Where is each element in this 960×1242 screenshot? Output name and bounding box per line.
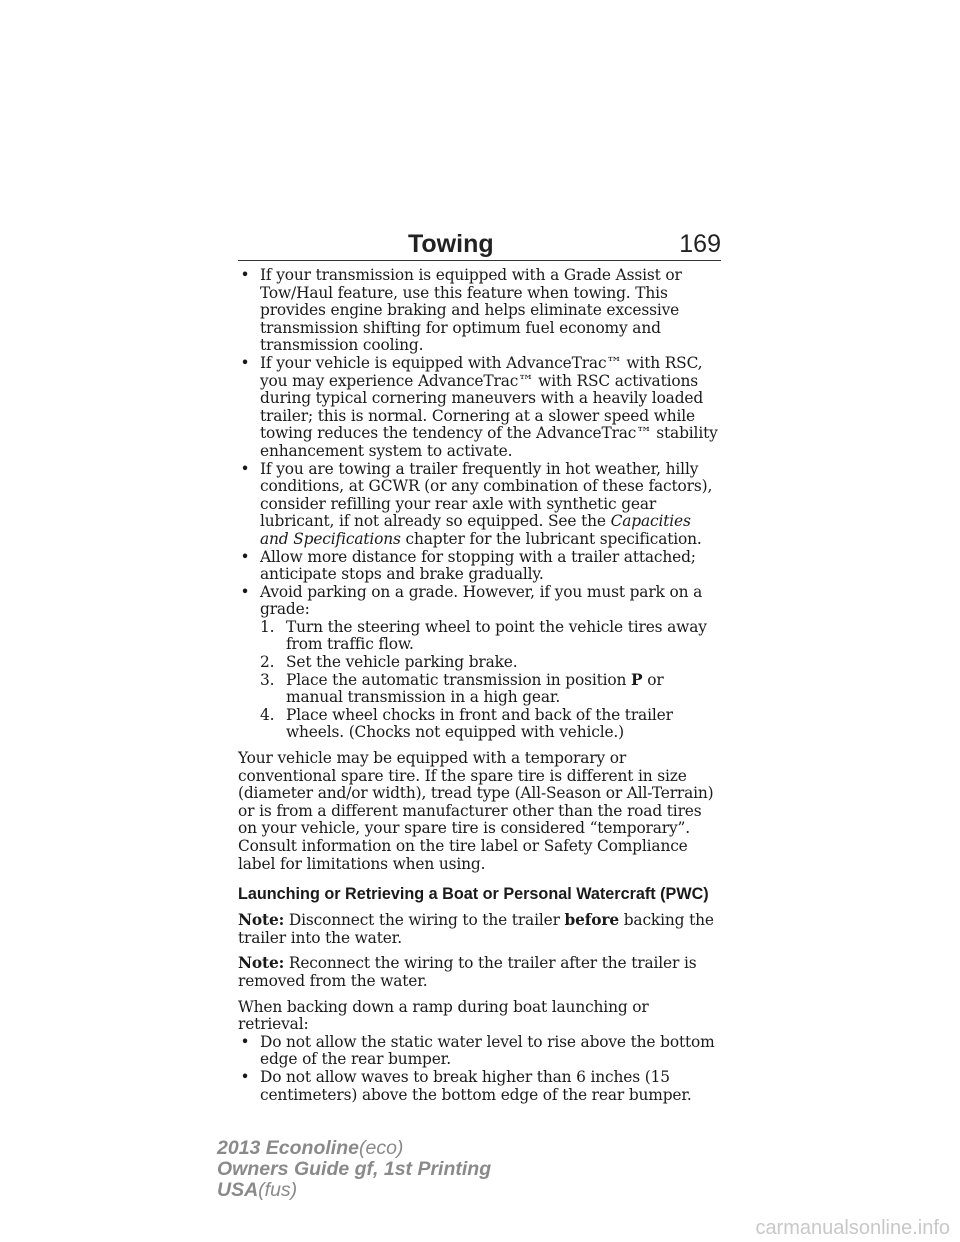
step-number: 1. — [260, 617, 275, 636]
bullet-text: If you are towing a trailer frequently in hot weather, hilly conditions, at GCWR (or any combination of these factors), consider refilling your rear axle with synthetic gear lubricant, if not already so equipped. See the — [260, 459, 713, 531]
parking-steps — [238, 619, 721, 742]
step-2 — [238, 654, 721, 672]
chapter-title: Towing — [408, 230, 494, 258]
bullet-parking — [238, 584, 721, 619]
bullet-dot: • — [240, 353, 250, 372]
page-header — [238, 230, 721, 261]
bullet-dot: • — [240, 582, 250, 601]
step-text: Turn the steering wheel to point the vehicle tires away from traffic flow. — [286, 617, 707, 654]
bullet-waves — [238, 1069, 721, 1104]
footer-market-code: (fus) — [258, 1179, 298, 1201]
ramp-intro: When backing down a ramp during boat launching or retrieval: — [238, 997, 649, 1034]
note-text: Reconnect the wiring to the trailer after the trailer is removed from the water. — [238, 954, 697, 990]
bullet-text: Do not allow the static water level to rise above the bottom edge of the rear bumper. — [260, 1032, 715, 1069]
step-3 — [238, 672, 721, 707]
bullet-text: Allow more distance for stopping with a trailer attached; anticipate stops and brake gradually. — [260, 547, 696, 584]
page-content — [238, 267, 721, 1104]
bullet-dot: • — [240, 547, 250, 566]
step-number: 4. — [260, 705, 275, 724]
bullet-dot: • — [240, 266, 250, 284]
footer-line-guide: Owners Guide gf, 1st Printing — [217, 1158, 492, 1180]
bullet-dot: • — [240, 1032, 250, 1051]
step-text: Set the vehicle parking brake. — [286, 653, 518, 672]
footer-model-code: (eco) — [358, 1137, 404, 1159]
note-label: Note: — [238, 911, 285, 930]
bullet-text: If your vehicle is equipped with AdvanceTrac™ with RSC, you may experience AdvanceTrac™ with RSC activations during typical cornering maneuvers with a heavily loaded trailer; this is normal. Cornering at a slower speed while towing reduces the tendency of the AdvanceTrac™ stability enhancement system to activate. — [260, 353, 718, 460]
bullet-text: If your transmission is equipped with a Grade Assist or Tow/Haul feature, use this feature when towing. This provides engine braking and helps eliminate excessive transmission shifting for optimum fuel economy and transmission cooling. — [260, 266, 682, 355]
footer-market: USA — [217, 1179, 259, 1201]
park-position: P — [631, 670, 643, 689]
step-text: Place the automatic transmission in position — [286, 670, 632, 689]
note-reconnect — [238, 955, 721, 990]
bullet-rear-axle — [238, 461, 721, 549]
bullet-water-level — [238, 1034, 721, 1069]
bullet-stopping — [238, 549, 721, 584]
bullet-dot: • — [240, 1067, 250, 1086]
footer-model: 2013 Econoline — [217, 1137, 359, 1159]
bullet-dot: • — [240, 459, 250, 478]
footer-line-market — [217, 1180, 491, 1201]
note-text-end: backing the trailer into the water. — [238, 911, 714, 947]
spare-tire-paragraph: Your vehicle may be equipped with a temporary or conventional spare tire. If the spare tire is different in size (diameter and/or width), tread type (All-Season or All-Terrain) or is from a different manufacturer other than the road tires on your vehicle, your spare tire is considered “temporary”. Consult information on the tire label or Safety Compliance label for limitations when using. — [238, 749, 714, 873]
step-1 — [238, 619, 721, 654]
bullet-text: Avoid parking on a grade. However, if you must park on a grade: — [260, 582, 703, 619]
step-text: Place wheel chocks in front and back of the trailer wheels. (Chocks not equipped with vehicle.) — [286, 705, 673, 742]
chapter-reference: Capacities and Specifications — [260, 512, 691, 548]
bullet-advancetrac — [238, 355, 721, 461]
section-heading: Launching or Retrieving a Boat or Personal Watercraft (PWC) — [238, 885, 709, 904]
document-footer — [217, 1138, 491, 1201]
bullet-text: Do not allow waves to break higher than 6 inches (15 centimeters) above the bottom edge of the rear bumper. — [260, 1067, 692, 1104]
step-number: 3. — [260, 670, 275, 689]
footer-line-model — [217, 1138, 491, 1159]
bullet-text-end: chapter for the lubricant specification. — [400, 529, 702, 548]
note-label: Note: — [238, 954, 285, 973]
emphasis-before: before — [564, 911, 619, 930]
step-text-end: or manual transmission in a high gear. — [286, 670, 664, 707]
watermark: carmanualsonline.info — [755, 1217, 950, 1239]
bullet-grade-assist — [238, 267, 721, 355]
note-text: Disconnect the wiring to the trailer — [284, 911, 565, 930]
page-number: 169 — [679, 230, 721, 258]
step-4 — [238, 707, 721, 742]
note-disconnect — [238, 912, 721, 947]
step-number: 2. — [260, 653, 275, 672]
